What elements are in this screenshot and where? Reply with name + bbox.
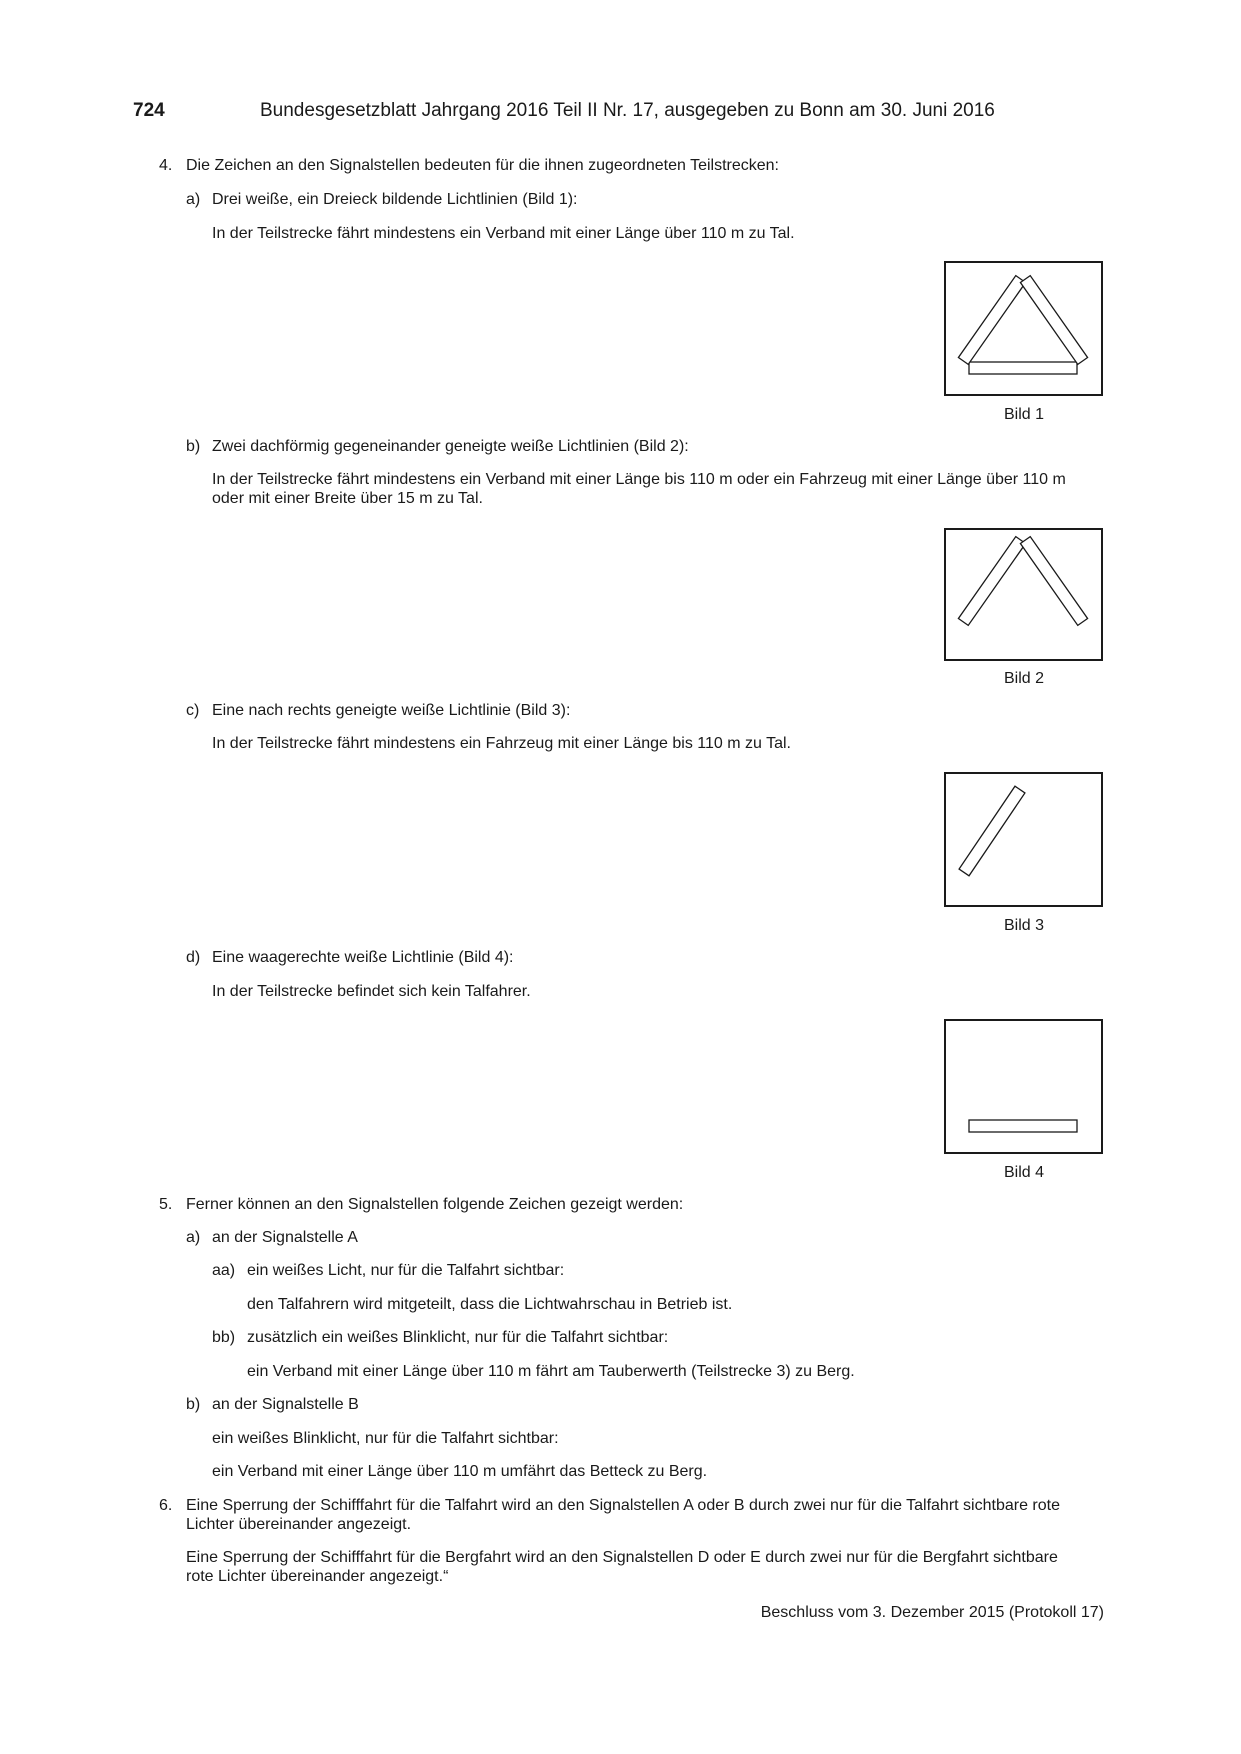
item-4c-title: Eine nach rechts geneigte weiße Lichtlinie (Bild 3):	[212, 702, 571, 719]
resolution-date: Beschluss vom 3. Dezember 2015 (Protokoll 17)	[760, 1604, 1104, 1621]
item-4d-text: In der Teilstrecke befindet sich kein Talfahrer.	[212, 983, 531, 1000]
item-5a-title: an der Signalstelle A	[212, 1229, 358, 1246]
bild-4-frame	[945, 1020, 1102, 1153]
item-4d-label: d)	[186, 949, 201, 966]
item-4a-text: In der Teilstrecke fährt mindestens ein Verband mit einer Länge über 110 m zu Tal.	[212, 225, 795, 242]
item-4b-title: Zwei dachförmig gegeneinander geneigte weiße Lichtlinien (Bild 2):	[212, 438, 689, 455]
item-5b-line-2: ein Verband mit einer Länge über 110 m umfährt das Betteck zu Berg.	[212, 1463, 708, 1480]
item-5b-label: b)	[186, 1396, 201, 1413]
bild-3-caption: Bild 3	[1003, 917, 1045, 934]
item-4b-label: b)	[186, 438, 201, 455]
item-5a-aa-label: aa)	[212, 1262, 236, 1279]
bild-4-figure	[944, 1019, 1104, 1155]
item-5a-bb-title: zusätzlich ein weißes Blinklicht, nur für die Talfahrt sichtbar:	[247, 1329, 669, 1346]
item-5b-title: an der Signalstelle B	[212, 1396, 359, 1413]
item-4a-label: a)	[186, 191, 201, 208]
item-5a-label: a)	[186, 1229, 201, 1246]
item-4a-title: Drei weiße, ein Dreieck bildende Lichtlinien (Bild 1):	[212, 191, 578, 208]
page-number: 724	[133, 100, 165, 121]
item-4c-label: c)	[186, 702, 200, 719]
item-4b-text-line-1: In der Teilstrecke fährt mindestens ein Verband mit einer Länge bis 110 m oder ein Fahrzeug mit einer Länge über 110 m	[212, 471, 1066, 488]
bild-1-bottom-bar	[969, 362, 1077, 374]
page-header-title: Bundesgesetzblatt Jahrgang 2016 Teil II Nr. 17, ausgegeben zu Bonn am 30. Juni 2016	[260, 100, 995, 121]
item-5-number: 5.	[159, 1196, 173, 1213]
item-6-paragraph-1-line-2: Lichter übereinander angezeigt.	[186, 1516, 412, 1533]
item-5a-aa-title: ein weißes Licht, nur für die Talfahrt sichtbar:	[247, 1262, 565, 1279]
item-5-intro: Ferner können an den Signalstellen folgende Zeichen gezeigt werden:	[186, 1196, 684, 1213]
item-5b-line-1: ein weißes Blinklicht, nur für die Talfahrt sichtbar:	[212, 1430, 559, 1447]
item-6-paragraph-1-line-1: Eine Sperrung der Schifffahrt für die Talfahrt wird an den Signalstellen A oder B durch zwei nur für die Talfahrt sichtbare rote	[186, 1497, 1060, 1514]
item-6-number: 6.	[159, 1497, 173, 1514]
bild-1-caption: Bild 1	[1003, 406, 1045, 423]
item-4-number: 4.	[159, 157, 173, 174]
bild-4-horizontal-bar	[969, 1120, 1077, 1132]
bild-1-figure	[944, 261, 1104, 397]
bild-3-figure	[944, 772, 1104, 908]
item-5a-bb-label: bb)	[212, 1329, 236, 1346]
bild-2-caption: Bild 2	[1003, 670, 1045, 687]
item-4-intro: Die Zeichen an den Signalstellen bedeuten für die ihnen zugeordneten Teilstrecken:	[186, 157, 779, 174]
item-6-paragraph-2-line-2: rote Lichter übereinander angezeigt.“	[186, 1568, 449, 1585]
item-4c-text: In der Teilstrecke fährt mindestens ein Fahrzeug mit einer Länge bis 110 m zu Tal.	[212, 735, 791, 752]
item-4d-title: Eine waagerechte weiße Lichtlinie (Bild 4):	[212, 949, 514, 966]
item-4b-text-line-2: oder mit einer Breite über 15 m zu Tal.	[212, 490, 483, 507]
item-6-paragraph-2-line-1: Eine Sperrung der Schifffahrt für die Bergfahrt wird an den Signalstellen D oder E durch zwei nur für die Bergfahrt sichtbare	[186, 1549, 1058, 1566]
item-5a-bb-text: ein Verband mit einer Länge über 110 m fährt am Tauberwerth (Teilstrecke 3) zu Berg.	[247, 1363, 855, 1380]
bild-2-figure	[944, 528, 1104, 662]
bild-4-caption: Bild 4	[1003, 1164, 1045, 1181]
item-5a-aa-text: den Talfahrern wird mitgeteilt, dass die Lichtwahrschau in Betrieb ist.	[247, 1296, 733, 1313]
